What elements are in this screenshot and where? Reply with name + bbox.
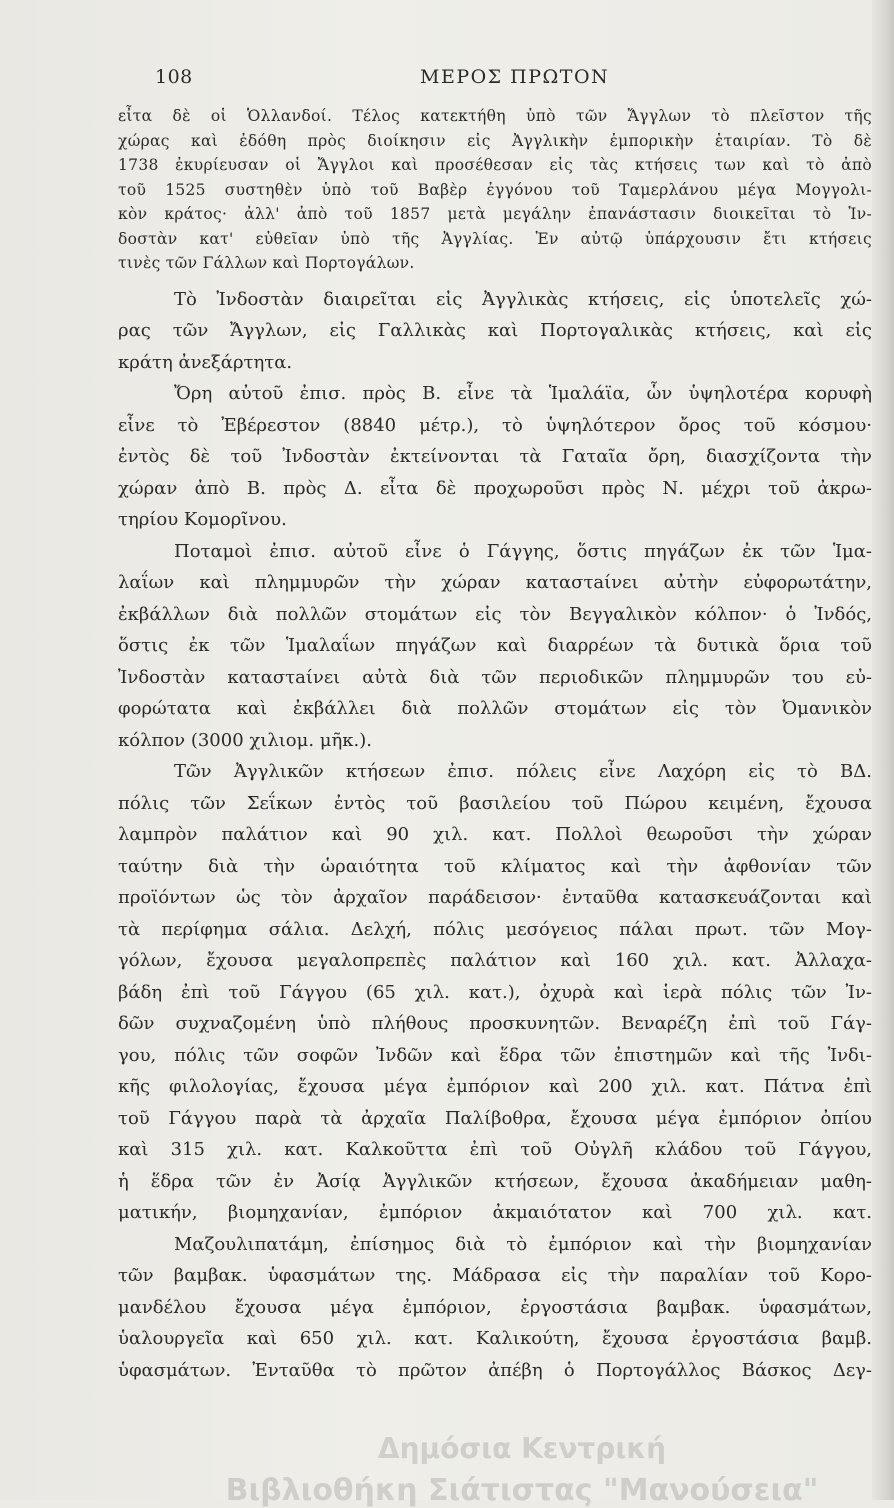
paragraph-rivers: [118, 536, 872, 757]
text-line: πόλις τῶν Σεΐκων ἐντὸς τοῦ βασιλείου τοῦ Πώρου κειμένη, ἔχουσα: [118, 792, 872, 814]
text-line: μανδέλου ἔχουσα μέγα ἐμπόριον, ἐργοστάσια βαμβακ. ὑφασμάτων,: [118, 1296, 872, 1318]
small-paragraph: [118, 104, 872, 276]
text-line: ὑφασμάτων. Ἐνταῦθα τὸ πρῶτον ἀπέβη ὁ Πορτογάλλος Βάσκος Δεγ-: [118, 1359, 872, 1381]
text-line: τινὲς τῶν Γάλλων καὶ Πορτογάλων.: [118, 254, 415, 272]
text-line: φορώτατα καὶ ἐκβάλλει διὰ πολλῶν στομάτων εἰς τὸν Ὀμανικὸν: [118, 698, 872, 719]
paragraph-cities: [118, 756, 872, 1386]
text-line: γόλων, ἔχουσα μεγαλοπρεπὲς παλάτιον καὶ 160 χιλ. κατ. Ἀλλαχα-: [118, 950, 872, 971]
text-line: κράτη ἀνεξάρτητα.: [118, 351, 293, 373]
text-line: κῆς φιλολογίας, ἔχουσα μέγα ἐμπόριον καὶ 200 χιλ. κατ. Πάτνα ἐπὶ: [118, 1076, 872, 1097]
text-line: ἐντὸς δὲ τοῦ Ἰνδοστὰν ἐκτείνονται τὰ Γαταῖα ὄρη, διασχίζοντα τὴν: [118, 446, 872, 467]
text-line: χώρας καὶ ἐδόθη πρὸς διοίκησιν εἰς Ἀγγλικὴν ἐμπορικὴν ἑταιρίαν. Τὸ δὲ: [118, 131, 872, 150]
text-line: γου, πόλις τῶν σοφῶν Ἰνδῶν καὶ ἕδρα τῶν ἐπιστημῶν καὶ τῆς Ἰνδι-: [118, 1044, 872, 1066]
text-line: 1738 ἐκυρίευσαν οἱ Ἄγγλοι καὶ προσέθεσαν εἰς τὰς κτήσεις των καὶ τὸ ἀπὸ: [118, 156, 872, 174]
text-line: τὰ περίφημα σάλια. Δελχή, πόλις μεσόγειος πάλαι πρωτ. τῶν Μογ-: [118, 918, 872, 940]
text-line: καὶ 315 χιλ. κατ. Καλκοῦττα ἐπὶ τοῦ Οὐγλῆ κλάδου τοῦ Γάγγου,: [118, 1139, 872, 1160]
text-line: χώραν ἀπὸ Β. πρὸς Δ. εἶτα δὲ προχωροῦσι πρὸς Ν. μέχρι τοῦ ἀκρω-: [118, 477, 872, 499]
text-line: δῶν συχναζομένη ὑπὸ πλήθους προσκυνητῶν. Βεναρέζη ἐπὶ τοῦ Γάγ-: [118, 1013, 872, 1034]
text-line: εἶνε τὸ Ἐβέρεστον (8840 μέτρ.), τὸ ὑψηλότερον ὄρος τοῦ κόσμου·: [118, 414, 872, 436]
text-line: τοῦ 1525 συστηθὲν ὑπὸ τοῦ Βαβὲρ ἐγγόνου τοῦ Ταμερλάνου μέγα Μογγολι-: [118, 180, 872, 199]
text-line: Τῶν Ἀγγλικῶν κτήσεων ἐπισ. πόλεις εἶνε Λαχόρη εἰς τὸ ΒΔ.: [174, 761, 872, 782]
text-line: ταύτην διὰ τὴν ὡραιότητα τοῦ κλίματος καὶ τὴν ἀφθονίαν τῶν: [118, 855, 872, 877]
paragraph-mountains: [118, 378, 872, 536]
text-line: Μαζουλιπατάμη, ἐπίσημος διὰ τὸ ἐμπόριον καὶ τὴν βιομηχανίαν: [174, 1233, 872, 1255]
text-line: Ποταμοὶ ἐπισ. αὐτοῦ εἶνε ὁ Γάγγης, ὅστις πηγάζων ἐκ τῶν Ἱμα-: [174, 540, 872, 562]
text-line: κὸν κράτος· ἀλλ' ἀπὸ τοῦ 1857 μετὰ μεγάλην ἐπανάστασιν διοικεῖται τὸ Ἰν-: [118, 205, 872, 223]
text-line: λαμπρὸν παλάτιον καὶ 90 χιλ. κατ. Πολλοὶ θεωροῦσι τὴν χώραν: [118, 824, 872, 845]
text-line: δοστὰν κατ' εὐθεῖαν ὑπὸ τῆς Ἀγγλίας. Ἐν αὐτῷ ὑπάρχουσιν ἔτι κτήσεις: [118, 229, 872, 248]
text-line: ὅστις ἐκ τῶν Ἱμαλαΐων πηγάζων καὶ διαρρέων τὰ δυτικὰ ὅρια τοῦ: [118, 635, 872, 656]
text-line: εἶτα δὲ οἱ Ὁλλανδοί. Τέλος κατεκτήθη ὑπὸ τῶν Ἄγγλων τὸ πλεῖστον τῆς: [118, 107, 872, 125]
text-line: τῶν βαμβακ. ὑφασμάτων της. Μάδρασα εἰς τὴν παραλίαν τοῦ Κορο-: [118, 1265, 872, 1286]
text-line: Ὄρη αὐτοῦ ἐπισ. πρὸς Β. εἶνε τὰ Ἱμαλάϊα, ὧν ὑψηλοτέρα κορυφὴ: [174, 383, 872, 404]
body-text: [118, 104, 872, 1386]
text-line: προϊόντων ὡς τὸν ἀρχαῖον παράδεισον· ἐνταῦθα κατασκευάζονται καὶ: [118, 887, 872, 908]
text-line: τοῦ Γάγγου παρὰ τὰ ἀρχαῖα Παλίβοθρα, ἔχουσα μέγα ἐμπόριον ὀπίου: [118, 1107, 872, 1129]
text-line: τηρίου Κομορῖνου.: [118, 509, 287, 530]
text-line: λαΐων καὶ πλημμυρῶν τὴν χώραν καταστaίνει αὐτὴν εὐφορωτάτην,: [118, 572, 872, 593]
paragraph-divisions: [118, 284, 872, 379]
page-number: 108: [155, 66, 193, 88]
text-line: κόλπον (3000 χιλιομ. μῆκ.).: [118, 729, 372, 751]
text-line: ματικήν, βιομηχανίαν, ἐμπόριον ἀκμαιότατον καὶ 700 χιλ. κατ.: [118, 1202, 872, 1223]
page-header: [155, 66, 870, 96]
library-watermark-line2: Βιβλιοθήκη Σιάτιστας "Μανούσεια": [225, 1473, 819, 1508]
text-line: Τὸ Ἰνδοστὰν διαιρεῖται εἰς Ἀγγλικὰς κτήσεις, εἰς ὑποτελεῖς χώ-: [174, 288, 872, 310]
text-line: βάδη ἐπὶ τοῦ Γάγγου (65 χιλ. κατ.), ὀχυρὰ καὶ ἱερὰ πόλις τῶν Ἰν-: [118, 981, 872, 1003]
library-watermark-line1: Δημόσια Κεντρική: [377, 1432, 667, 1465]
running-title: ΜΕΡΟΣ ΠΡΩΤΟΝ: [420, 66, 610, 88]
text-line: ἐκβάλλων διὰ πολλῶν στομάτων εἰς τὸν Βεγγαλικὸν κόλπον· ὁ Ἰνδός,: [118, 603, 872, 625]
text-line: ἡ ἕδρα τῶν ἐν Ἀσίᾳ Ἀγγλικῶν κτήσεων, ἔχουσα ἀκαδήμειαν μαθη-: [118, 1170, 872, 1192]
page-edge-shadow: [872, 0, 894, 1500]
text-line: ὑαλουργεῖα καὶ 650 χιλ. κατ. Καλικούτη, ἔχουσα ἐργοστάσια βαμβ.: [118, 1328, 872, 1349]
text-line: Ἰνδοστὰν καταστaίνει αὐτὰ διὰ τῶν περιοδικῶν πλημμυρῶν του εὐ-: [118, 666, 872, 688]
text-line: ρας τῶν Ἄγγλων, εἰς Γαλλικὰς καὶ Πορτογαλικὰς κτήσεις, καὶ εἰς: [118, 320, 872, 341]
